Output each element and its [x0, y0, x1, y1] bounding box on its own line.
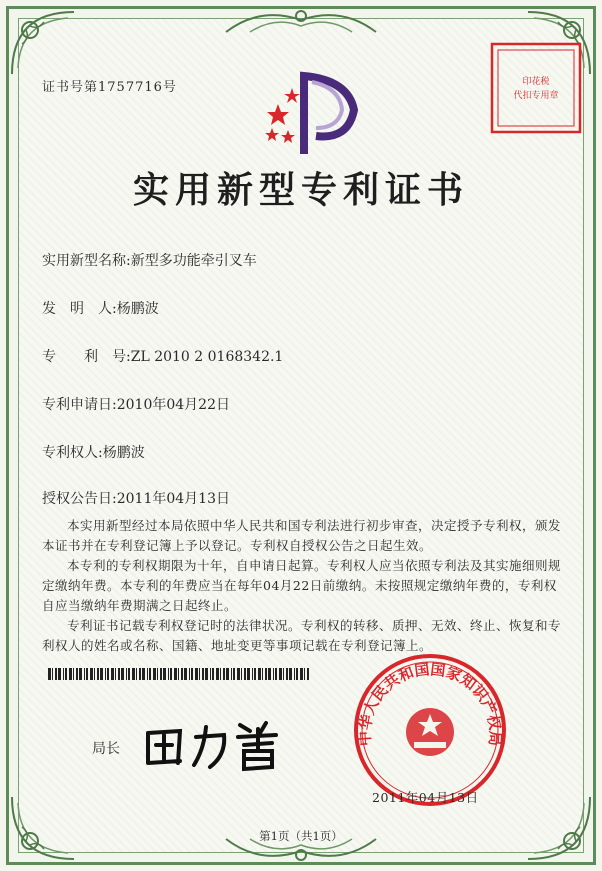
- field-label: 发 明 人:: [42, 301, 117, 317]
- body-paragraph: 本实用新型经过本局依照中华人民共和国专利法进行初步审查，决定授予专利权，颁发本证书并在专利登记簿上予以登记。专利权自授权公告之日起生效。: [42, 518, 562, 553]
- field-label: 专利权人:: [42, 445, 103, 461]
- field-label: 专利申请日:: [42, 397, 117, 413]
- certificate-number: 证书号第1757716号: [42, 80, 177, 95]
- field-value: 新型多功能牵引叉车: [130, 253, 257, 269]
- utility-model-name-row: [42, 250, 257, 270]
- application-date-row: [42, 394, 230, 414]
- corner-ornament-icon: [8, 8, 78, 78]
- field-value: 杨鹏波: [102, 445, 145, 461]
- top-ornament-icon: [220, 2, 382, 42]
- svg-text:印花税: 印花税: [522, 77, 550, 87]
- svg-text:中华人民共和国国家知识产权局: 中华人民共和国国家知识产权局: [355, 660, 505, 747]
- patentee-row: [42, 442, 145, 462]
- official-seal-icon: [350, 650, 510, 810]
- patent-number-row: [42, 346, 283, 366]
- seal-date: 2011年04月13日: [372, 790, 479, 805]
- agency-stamp-icon: [488, 40, 584, 136]
- svg-text:代扣专用章: 代扣专用章: [513, 91, 559, 101]
- certificate-title: 实用新型专利证书: [132, 169, 469, 211]
- body-paragraph: 专利证书记载专利权登记时的法律状况。专利权的转移、质押、无效、终止、恢复和专利权人的姓名或名称、国籍、地址变更等事项记载在专利登记簿上。: [42, 618, 562, 653]
- field-value: 2010年04月22日: [116, 397, 230, 413]
- field-label: 实用新型名称:: [42, 253, 131, 269]
- certificate-body: [42, 516, 562, 656]
- barcode-icon: [48, 668, 310, 680]
- director-signature-icon: [140, 715, 290, 775]
- director-label: 局长: [92, 741, 120, 757]
- grant-date-row: [42, 488, 230, 508]
- field-label: 授权公告日:: [42, 491, 117, 507]
- field-label: 专 利 号:: [42, 349, 131, 365]
- field-value: 杨鹏波: [116, 301, 159, 317]
- sipo-logo-icon: [258, 66, 362, 156]
- body-paragraph: 本专利的专利权期限为十年，自申请日起算。专利权人应当依照专利法及其实施细则规定缴纳年费。本专利的年费应当在每年04月22日前缴纳。未按照规定缴纳年费的，专利权自应当缴纳年费期满之日起终止。: [42, 558, 562, 613]
- inventor-row: [42, 298, 159, 318]
- field-value: 2011年04月13日: [116, 491, 230, 507]
- field-value: ZL 2010 2 0168342.1: [130, 349, 284, 365]
- page-number: 第1页（共1页）: [259, 829, 343, 843]
